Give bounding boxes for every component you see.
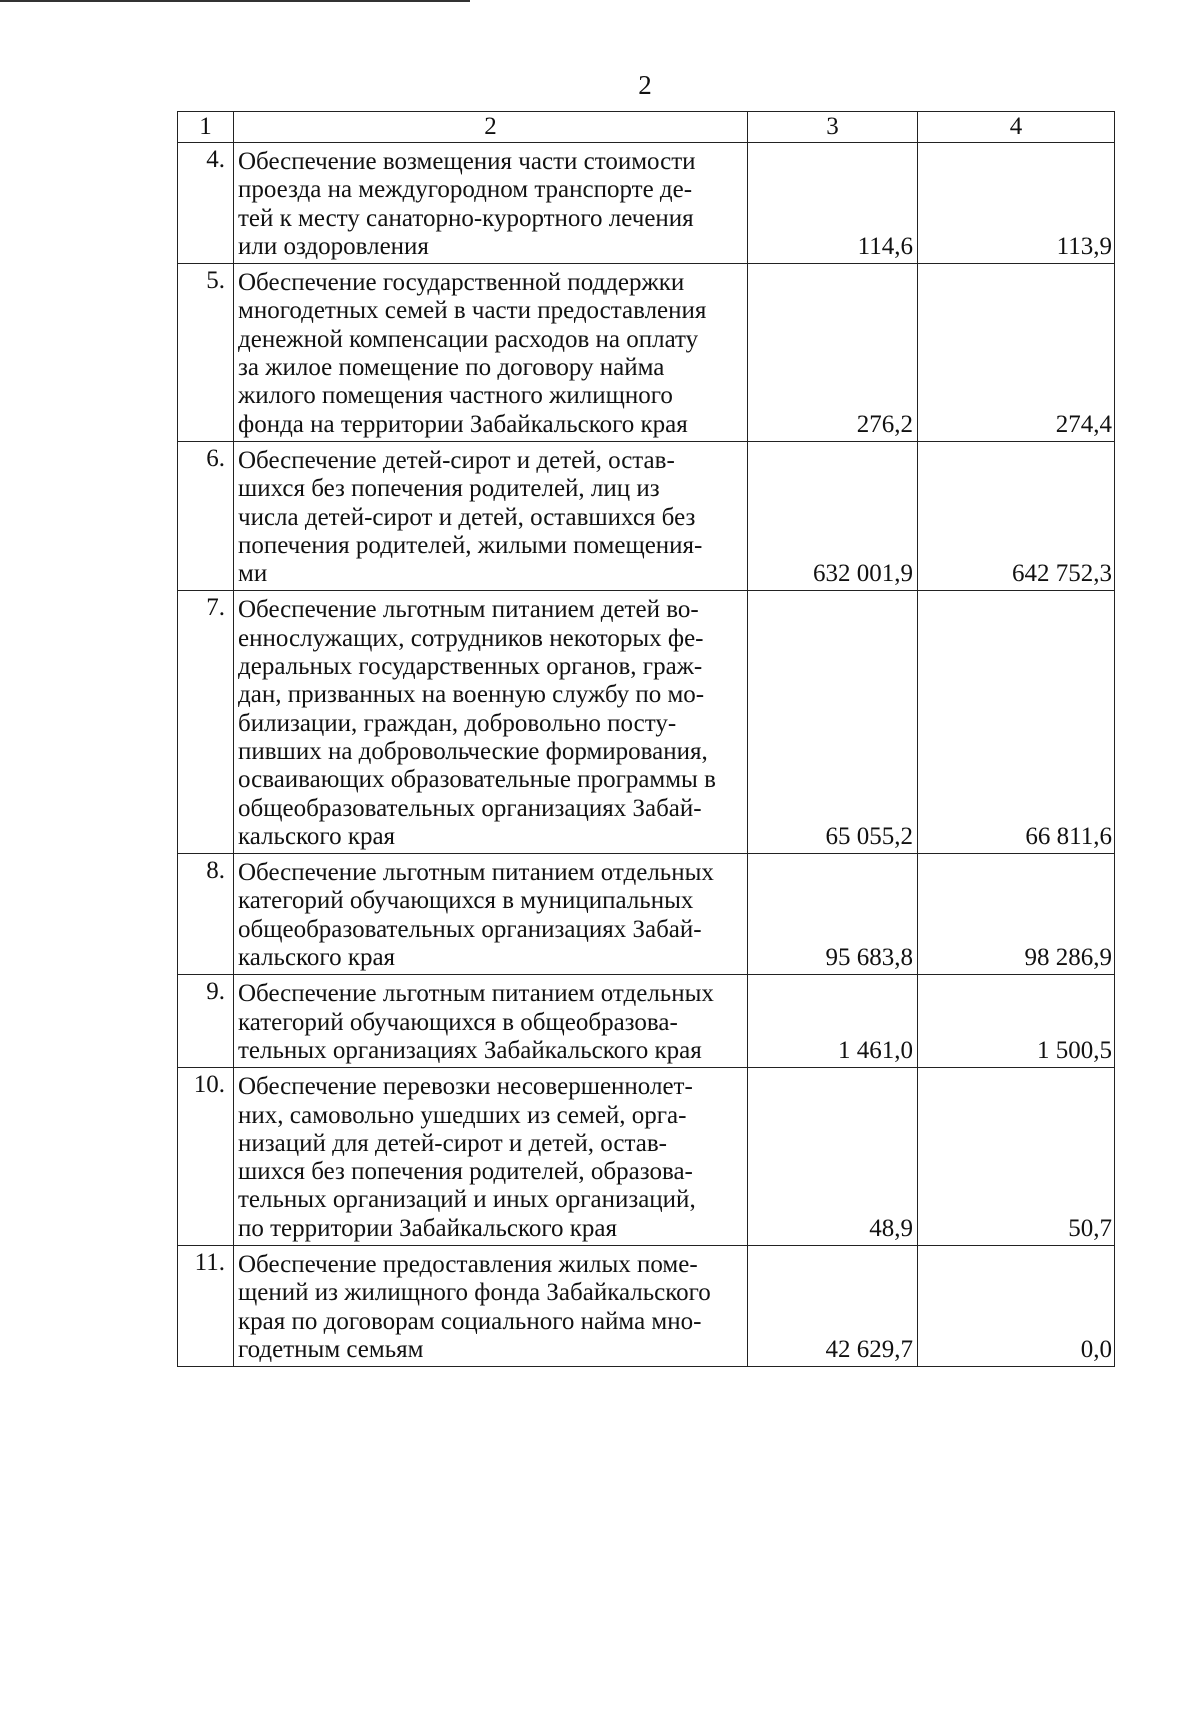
value-cell-col3: 276,2 <box>748 264 918 442</box>
table-header-row <box>178 112 1115 143</box>
description-line: Обеспечение предоставления жилых поме- <box>238 1250 698 1278</box>
value-cell-col4: 642 752,3 <box>918 441 1115 590</box>
header-cell-col3: 3 <box>748 112 918 143</box>
description-line: Обеспечение льготным питанием отдельных <box>238 980 714 1008</box>
description-line: края по договорам социального найма мно- <box>238 1307 702 1335</box>
description-line: или оздоровления <box>238 232 429 260</box>
row-number-cell: 11. <box>178 1245 234 1366</box>
table-row <box>178 1245 1115 1366</box>
description-line: Обеспечение детей-сирот и детей, остав- <box>238 446 675 474</box>
description-line: Обеспечение льготным питанием отдельных <box>238 859 714 887</box>
description-line: числа детей-сирот и детей, оставшихся без <box>238 503 696 531</box>
description-line: попечения родителей, жилыми помещения- <box>238 531 703 559</box>
table-body <box>178 112 1115 1367</box>
value-cell-col4: 0,0 <box>918 1245 1115 1366</box>
header-cell-col2: 2 <box>234 112 748 143</box>
value-cell-col3: 65 055,2 <box>748 591 918 854</box>
description-line: ми <box>238 560 268 588</box>
row-number-cell: 10. <box>178 1068 234 1246</box>
description-line: фонда на территории Забайкальского края <box>238 410 688 438</box>
description-line: щений из жилищного фонда Забайкальского <box>238 1279 711 1307</box>
description-line: многодетных семей в части предоставления <box>238 297 707 325</box>
table-row <box>178 441 1115 590</box>
description-line: категорий обучающихся в муниципальных <box>238 887 694 915</box>
description-line: по территории Забайкальского края <box>238 1214 618 1242</box>
value-cell-col4: 98 286,9 <box>918 854 1115 975</box>
row-description-cell <box>234 441 748 590</box>
scan-edge-line <box>0 0 470 2</box>
value-cell-col3: 48,9 <box>748 1068 918 1246</box>
description-line: за жилое помещение по договору найма <box>238 354 665 382</box>
table-row <box>178 591 1115 854</box>
description-line: кальского края <box>238 944 396 972</box>
row-number-cell: 6. <box>178 441 234 590</box>
value-cell-col4: 113,9 <box>918 143 1115 264</box>
value-cell-col3: 95 683,8 <box>748 854 918 975</box>
row-description-cell <box>234 591 748 854</box>
row-number-cell: 9. <box>178 975 234 1068</box>
description-line: жилого помещения частного жилищного <box>238 382 673 410</box>
description-line: Обеспечение льготным питанием детей во- <box>238 596 699 624</box>
row-number-cell: 7. <box>178 591 234 854</box>
description-line: кальского края <box>238 822 396 850</box>
description-line: годетным семьям <box>238 1335 424 1363</box>
header-cell-col1: 1 <box>178 112 234 143</box>
row-description-cell <box>234 975 748 1068</box>
table-row <box>178 975 1115 1068</box>
value-cell-col4: 66 811,6 <box>918 591 1115 854</box>
description-line: дан, призванных на военную службу по мо- <box>238 681 705 709</box>
row-description-cell <box>234 1245 748 1366</box>
row-description-cell <box>234 854 748 975</box>
description-line: шихся без попечения родителей, лиц из <box>238 475 660 503</box>
table-row <box>178 143 1115 264</box>
row-number-cell: 4. <box>178 143 234 264</box>
value-cell-col3: 1 461,0 <box>748 975 918 1068</box>
description-line: общеобразовательных организациях Забай- <box>238 794 702 822</box>
value-cell-col3: 42 629,7 <box>748 1245 918 1366</box>
row-number-cell: 8. <box>178 854 234 975</box>
description-line: осваивающих образовательные программы в <box>238 766 716 794</box>
description-line: денежной компенсации расходов на оплату <box>238 325 699 353</box>
description-line: тей к месту санаторно-курортного лечения <box>238 204 694 232</box>
row-description-cell <box>234 1068 748 1246</box>
description-line: Обеспечение государственной поддержки <box>238 269 685 297</box>
header-cell-col4: 4 <box>918 112 1115 143</box>
description-line: Обеспечение возмещения части стоимости <box>238 148 696 175</box>
description-line: билизации, граждан, добровольно посту- <box>238 709 677 737</box>
value-cell-col4: 1 500,5 <box>918 975 1115 1068</box>
description-line: шихся без попечения родителей, образова- <box>238 1158 693 1186</box>
description-line: тельных организациях Забайкальского края <box>238 1036 702 1064</box>
value-cell-col4: 274,4 <box>918 264 1115 442</box>
description-line: Обеспечение перевозки несовершеннолет- <box>238 1073 693 1101</box>
value-cell-col3: 632 001,9 <box>748 441 918 590</box>
description-line: проезда на междугородном транспорте де- <box>238 176 693 204</box>
description-line: пивших на добровольческие формирования, <box>238 737 708 765</box>
description-line: низаций для детей-сирот и детей, остав- <box>238 1129 667 1157</box>
description-line: категорий обучающихся в общеобразова- <box>238 1008 678 1036</box>
table-row <box>178 1068 1115 1246</box>
description-line: общеобразовательных организациях Забай- <box>238 915 702 943</box>
value-cell-col3: 114,6 <box>748 143 918 264</box>
description-line: деральных государственных органов, граж- <box>238 653 703 681</box>
data-table <box>177 111 1115 1367</box>
page-number: 2 <box>638 70 652 100</box>
description-line: тельных организаций и иных организаций, <box>238 1186 696 1214</box>
row-description-cell <box>234 143 748 264</box>
description-line: них, самовольно ушедших из семей, орга- <box>238 1101 687 1129</box>
table-row <box>178 264 1115 442</box>
row-description-cell <box>234 264 748 442</box>
description-line: еннослужащих, сотрудников некоторых фе- <box>238 624 704 652</box>
table-row <box>178 854 1115 975</box>
row-number-cell: 5. <box>178 264 234 442</box>
value-cell-col4: 50,7 <box>918 1068 1115 1246</box>
